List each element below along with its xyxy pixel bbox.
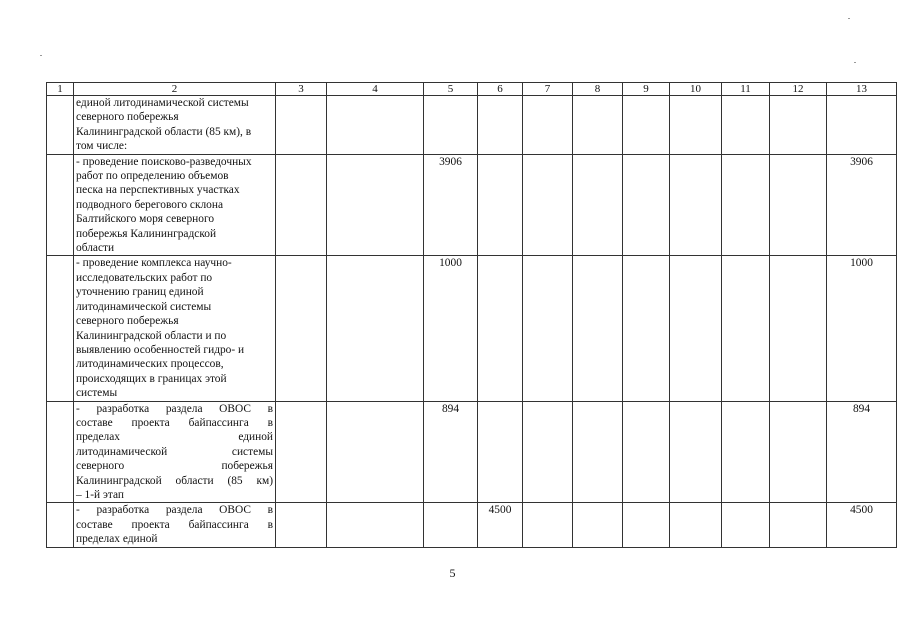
table-row <box>47 256 897 401</box>
description-line: выявлению особенностей гидро- и <box>76 343 245 356</box>
empty-cell <box>327 96 424 155</box>
empty-cell <box>573 96 623 155</box>
table-body <box>47 96 897 548</box>
empty-cell <box>47 256 74 401</box>
description-line: системы <box>76 387 118 400</box>
row-description <box>74 96 276 155</box>
column-header-8: 8 <box>573 83 623 96</box>
row-description <box>74 154 276 256</box>
empty-cell <box>327 401 424 503</box>
empty-cell <box>770 96 827 155</box>
empty-cell <box>327 256 424 401</box>
description-line: литодинамических процессов, <box>76 358 224 371</box>
description-line: составе проекта байпассинга в <box>76 416 273 429</box>
empty-cell <box>623 256 670 401</box>
empty-cell <box>722 96 770 155</box>
description-line: уточнению границ единой <box>76 286 204 299</box>
value-col-13: 3906 <box>827 154 897 256</box>
scan-speck <box>848 18 850 19</box>
empty-cell <box>722 503 770 547</box>
page-number: 5 <box>449 566 456 580</box>
empty-cell <box>573 401 623 503</box>
column-header-11: 11 <box>722 83 770 96</box>
empty-cell <box>722 256 770 401</box>
description-line: том числе: <box>76 140 128 153</box>
empty-cell <box>276 154 327 256</box>
empty-cell <box>722 401 770 503</box>
description-line: составе проекта байпассинга в <box>76 518 273 531</box>
empty-cell <box>276 96 327 155</box>
column-header-5: 5 <box>424 83 478 96</box>
description-line: побережья Калининградской <box>76 227 217 240</box>
empty-cell <box>670 96 722 155</box>
empty-cell <box>573 256 623 401</box>
column-header-3: 3 <box>276 83 327 96</box>
empty-cell <box>623 96 670 155</box>
description-line: подводного берегового склона <box>76 198 224 211</box>
value-col-13: 4500 <box>827 503 897 547</box>
value-col-5: 894 <box>424 401 478 503</box>
empty-cell <box>47 503 74 547</box>
empty-cell <box>623 503 670 547</box>
empty-cell <box>327 154 424 256</box>
empty-cell <box>523 96 573 155</box>
budget-table <box>46 82 897 548</box>
description-line: единой литодинамической системы <box>76 97 249 109</box>
description-line: Балтийского моря северного <box>76 213 215 226</box>
empty-cell <box>523 401 573 503</box>
empty-cell <box>47 401 74 503</box>
empty-cell <box>670 256 722 401</box>
column-header-2: 2 <box>74 83 276 96</box>
column-header-13: 13 <box>827 83 897 96</box>
table-row <box>47 401 897 503</box>
column-header-7: 7 <box>523 83 573 96</box>
empty-cell <box>523 154 573 256</box>
description-line: Калининградской области и по <box>76 329 227 342</box>
value-col-5 <box>424 96 478 155</box>
description-line: происходящих в границах этой <box>76 372 227 385</box>
empty-cell <box>47 96 74 155</box>
column-header-4: 4 <box>327 83 424 96</box>
description-line: - разработка раздела ОВОС в <box>76 402 273 415</box>
description-line: Калининградской области (85 км) <box>76 474 273 487</box>
description-line: работ по определению объемов <box>76 170 229 183</box>
column-header-1: 1 <box>47 83 74 96</box>
description-line: Калининградской области (85 км), в <box>76 125 252 138</box>
description-line: северного побережья <box>76 315 179 328</box>
description-line: пределах единой <box>76 533 158 546</box>
value-col-6 <box>478 154 523 256</box>
value-col-6 <box>478 96 523 155</box>
description-line: северного побережья <box>76 111 179 124</box>
empty-cell <box>573 503 623 547</box>
description-line: литодинамической системы <box>76 445 273 458</box>
value-col-5: 3906 <box>424 154 478 256</box>
table-row <box>47 503 897 547</box>
empty-cell <box>276 503 327 547</box>
column-header-9: 9 <box>623 83 670 96</box>
empty-cell <box>670 154 722 256</box>
description-line: – 1-й этап <box>76 488 124 501</box>
table-row <box>47 96 897 155</box>
row-description <box>74 401 276 503</box>
value-col-6 <box>478 401 523 503</box>
empty-cell <box>770 401 827 503</box>
empty-cell <box>623 401 670 503</box>
description-line: пределах единой <box>76 431 273 444</box>
empty-cell <box>770 503 827 547</box>
value-col-6: 4500 <box>478 503 523 547</box>
empty-cell <box>47 154 74 256</box>
scan-speck <box>40 55 42 56</box>
description-line: области <box>76 242 115 255</box>
empty-cell <box>327 503 424 547</box>
row-description <box>74 503 276 547</box>
empty-cell <box>670 401 722 503</box>
value-col-5: 1000 <box>424 256 478 401</box>
description-line: северного побережья <box>76 460 273 473</box>
value-col-5 <box>424 503 478 547</box>
value-col-6 <box>478 256 523 401</box>
empty-cell <box>722 154 770 256</box>
empty-cell <box>770 154 827 256</box>
description-line: - проведение комплекса научно- <box>76 257 232 270</box>
column-header-6: 6 <box>478 83 523 96</box>
empty-cell <box>623 154 670 256</box>
value-col-13: 1000 <box>827 256 897 401</box>
row-description <box>74 256 276 401</box>
description-line: песка на перспективных участках <box>76 184 240 197</box>
empty-cell <box>770 256 827 401</box>
empty-cell <box>276 401 327 503</box>
scan-speck <box>854 62 856 63</box>
table-header <box>47 83 897 96</box>
column-header-12: 12 <box>770 83 827 96</box>
empty-cell <box>573 154 623 256</box>
description-line: исследовательских работ по <box>76 271 213 284</box>
description-line: - разработка раздела ОВОС в <box>76 504 273 517</box>
empty-cell <box>523 256 573 401</box>
value-col-13: 894 <box>827 401 897 503</box>
description-line: литодинамической системы <box>76 300 212 313</box>
empty-cell <box>276 256 327 401</box>
empty-cell <box>670 503 722 547</box>
description-line: - проведение поисково-разведочных <box>76 155 252 168</box>
column-header-10: 10 <box>670 83 722 96</box>
value-col-13 <box>827 96 897 155</box>
table-row <box>47 154 897 256</box>
empty-cell <box>523 503 573 547</box>
